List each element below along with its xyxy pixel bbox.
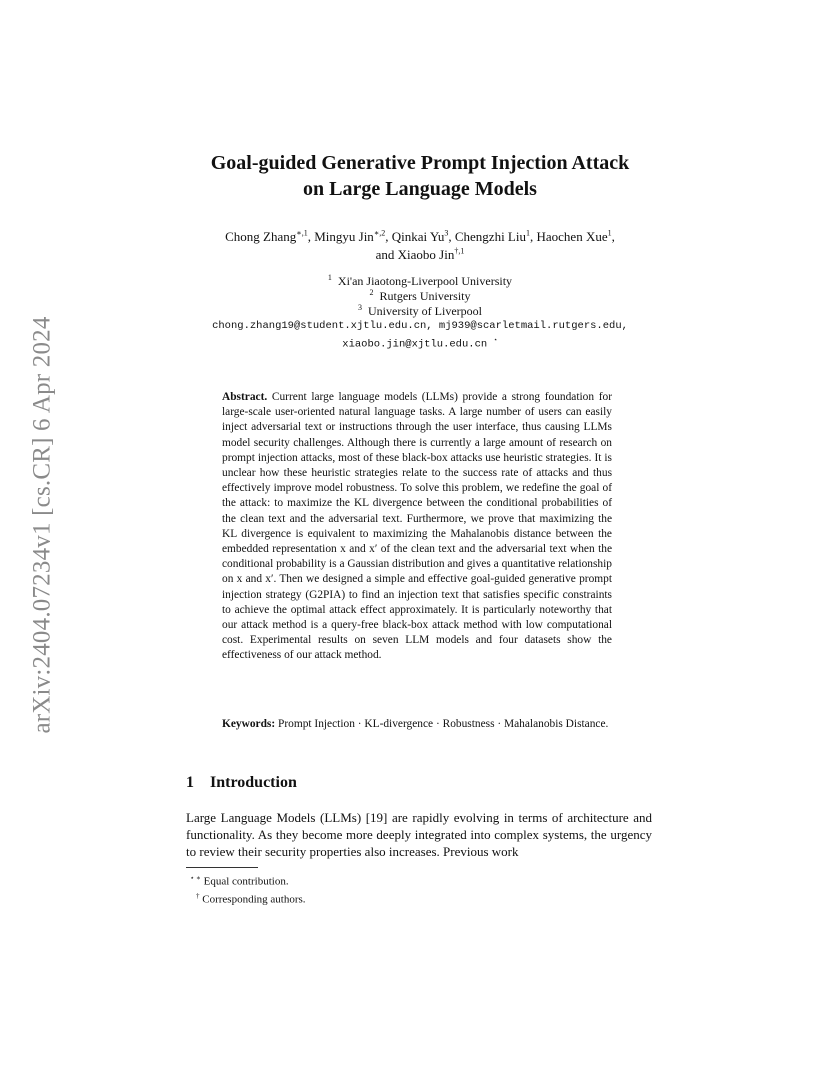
email-line-2 <box>150 334 690 353</box>
email-list <box>150 319 690 353</box>
affiliation-number: 1 <box>327 273 332 282</box>
footnote-list <box>186 871 652 907</box>
email-line-2-text: xiaobo.jin@xjtlu.edu.cn <box>342 338 488 351</box>
arxiv-stamp <box>18 290 68 760</box>
arxiv-stamp-text: arXiv:2404.07234v1 [cs.CR] 6 Apr 2024 <box>29 316 56 734</box>
affiliation-number: 2 <box>369 288 374 297</box>
keywords <box>222 717 612 732</box>
affiliation-item <box>150 274 690 289</box>
section-heading <box>186 774 297 792</box>
author-name: Mingyu Jin <box>314 229 374 244</box>
intro-paragraph: Large Language Models (LLMs) [19] are rapidly evolving in terms of architecture and functionality. As they become more deeply integrated into complex systems, the urgency to review their security properties also increases. Previous work <box>186 810 652 859</box>
affiliation-number: 3 <box>358 303 362 312</box>
footnote-text: Equal contribution. <box>203 875 289 888</box>
footnote-rule <box>186 867 258 868</box>
email-line-1: chong.zhang19@student.xjtlu.edu.cn, mj939@scarletmail.rutgers.edu, <box>212 320 628 332</box>
affiliation-item <box>150 289 690 304</box>
affiliation-name: Xi'an Jiaotong-Liverpool University <box>337 274 513 288</box>
section-title: Introduction <box>210 774 297 791</box>
footnote-mark: ⋆ ∗ <box>190 874 201 882</box>
section-number: 1 <box>186 774 194 791</box>
author-mark: 1 <box>607 228 612 238</box>
abstract <box>222 390 612 664</box>
author-list: Chong Zhang$^{∗,1}$, Mingyu Jin$^{∗,2}$, Qinkai Yu$^3$, Chengzhi Liu$^1$, Haochen Xue$^1$, and Xiaobo Jin$^{\dagger,1}$ <box>225 228 615 262</box>
affiliation-name: Rutgers University <box>379 289 471 303</box>
footnote-item <box>186 871 652 889</box>
footnote-mark: † <box>196 892 200 901</box>
email-mark: ⋆ <box>493 337 498 345</box>
affiliation-item <box>150 304 690 319</box>
author-name: Haochen Xue <box>536 229 608 244</box>
abstract-text: Current large language models (LLMs) provide a strong foundation for large-scale user-oriented natural language tasks. A large number of users can easily inject adversarial text or instructions through the user interface, thus causing LLMs model security challenges. Although there is currently a large amount of research on prompt injection attacks, most of these black-box attacks use heuristic strategies. It is unclear how these heuristic strategies relate to the success rate of attacks and thus effectively improve model robustness. To solve this problem, we redefine the goal of the attack: to maximize the KL divergence between the conditional probabilities of the clean text and the adversarial text. Furthermore, we prove that maximizing the KL divergence is equivalent to maximizing the Mahalanobis distance between the embedded representation x and x′ of the clean text and the adversarial text when the conditional probability is a Gaussian distribution and gives a quantitative relationship on x and x′. Then we designed a simple and effective goal-guided generative prompt injection strategy (G2PIA) to find an injection text that satisfies specific constraints to achieve the optimal attack effect approximately. It is particularly noteworthy that our attack method is a query-free black-box attack method with low computational cost. Experimental results on seven LLM models and four datasets show the effectiveness of our attack method. <box>222 391 612 662</box>
author-name: Qinkai Yu <box>391 229 445 244</box>
abstract-label: Abstract. <box>222 391 268 403</box>
keywords-text: Prompt Injection · KL-divergence · Robustness · Mahalanobis Distance. <box>278 718 609 730</box>
affiliation-name: University of Liverpool <box>368 304 482 318</box>
author-name: Xiaobo Jin <box>397 247 455 262</box>
paper-title-line-2: on Large Language Models <box>303 178 537 200</box>
author-name: Chong Zhang <box>225 229 297 244</box>
paper-title-line-1: Goal-guided Generative Prompt Injection Attack <box>210 152 630 174</box>
author-mark: ∗,2 <box>373 228 386 238</box>
affiliation-list <box>150 274 690 319</box>
author-mark: 1 <box>526 228 530 238</box>
author-conjunction: and <box>375 247 395 262</box>
paper-title <box>130 150 710 202</box>
keywords-label: Keywords: <box>222 718 276 730</box>
author-mark: †,1 <box>454 246 465 256</box>
author-mark: ∗,1 <box>296 228 308 238</box>
author-name: Chengzhi Liu <box>454 229 526 244</box>
footnote-text: Corresponding authors. <box>202 893 306 906</box>
author-mark: 3 <box>444 228 449 238</box>
footnote-item <box>186 889 652 907</box>
